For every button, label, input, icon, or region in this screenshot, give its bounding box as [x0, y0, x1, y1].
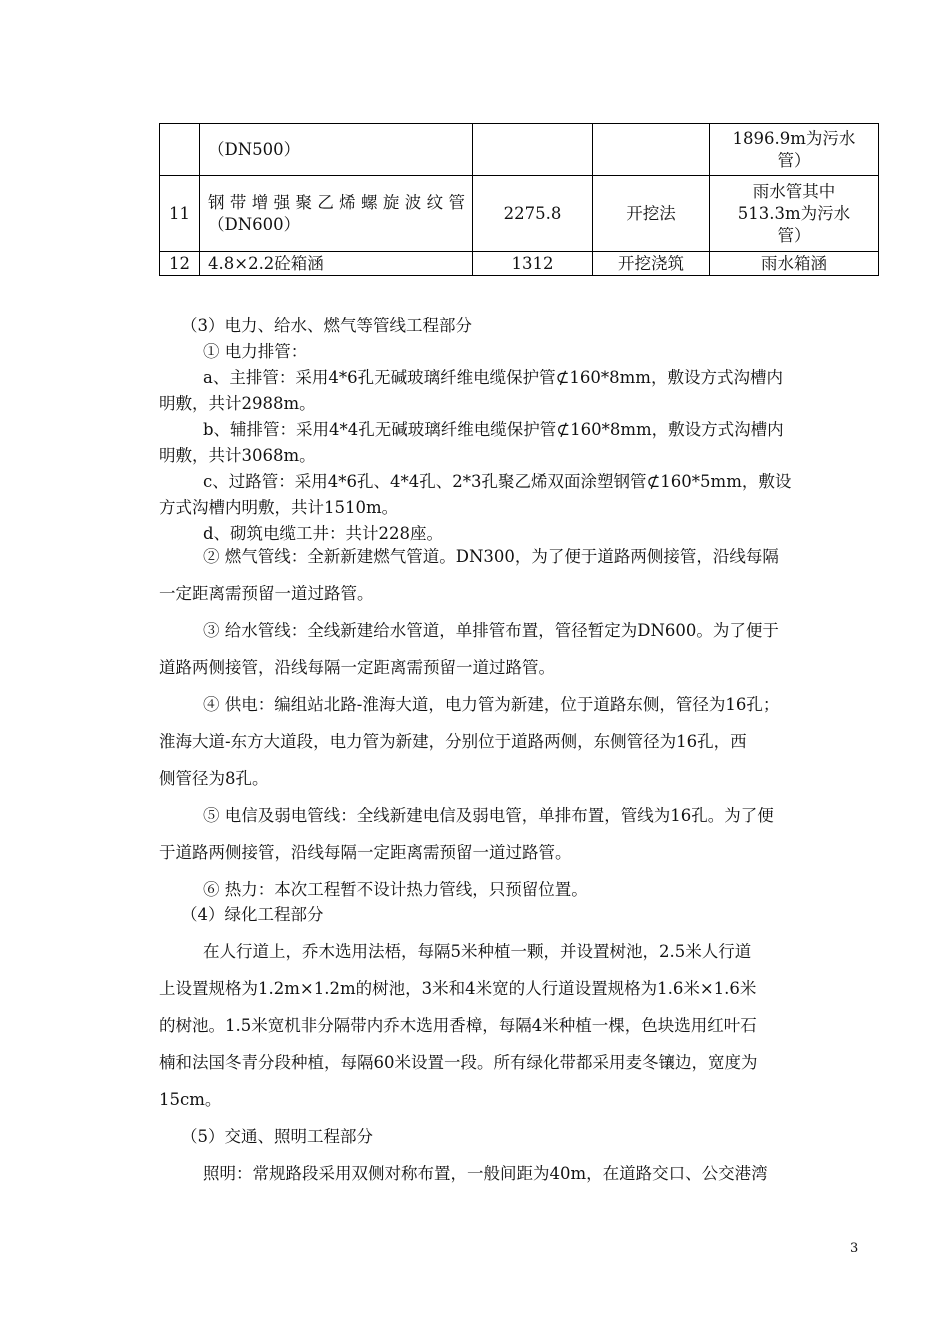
row-number: 12	[160, 252, 200, 276]
paragraph-line: 淮海大道-东方大道段，电力管为新建，分别位于道路两侧，东侧管径为16孔，西	[159, 732, 747, 751]
pipe-name	[200, 124, 473, 176]
paragraph-line: c、过路管：采用4*6孔、4*4孔、2*3孔聚乙烯双面涂塑钢管⊄160*5mm，敷设	[203, 472, 792, 491]
paragraph-line: 道路两侧接管，沿线每隔一定距离需预留一道过路管。	[159, 658, 555, 677]
pipe-length: 1312	[473, 252, 593, 276]
paragraph-line: 在人行道上，乔木选用法梧，每隔5米种植一颗，并设置树池，2.5米人行道	[203, 942, 752, 961]
row-number	[160, 124, 200, 176]
pipe-name	[200, 176, 473, 252]
paragraph-line: 明敷，共计2988m。	[159, 394, 316, 413]
pipe-length	[473, 124, 593, 176]
note-line: 1896.9m为污水	[732, 128, 856, 148]
paragraph-line: 明敷，共计3068m。	[159, 446, 316, 465]
section-heading: （4）绿化工程部分	[181, 905, 324, 924]
construction-method: 开挖浇筑	[593, 252, 710, 276]
note-line: 513.3m为污水	[737, 203, 851, 223]
paragraph-line: 侧管径为8孔。	[159, 769, 269, 788]
table-row	[160, 124, 879, 176]
note-line: 雨水管其中	[752, 181, 836, 201]
section-3-pipelines	[159, 538, 881, 908]
pipe-name	[200, 252, 473, 276]
pipe-note	[710, 124, 879, 176]
note-line: 管）	[777, 150, 811, 170]
pipe-note	[710, 252, 879, 276]
pipe-name-line: （DN500）	[208, 139, 301, 159]
paragraph-line: d、砌筑电缆工井：共计228座。	[203, 524, 444, 543]
table-row	[160, 252, 879, 276]
construction-method: 开挖法	[593, 176, 710, 252]
paragraph-line: ② 燃气管线：全新新建燃气管道。DN300，为了便于道路两侧接管，沿线每隔	[203, 547, 779, 566]
pipe-name-line: 钢带增强聚乙烯螺旋波纹管	[208, 192, 466, 212]
paragraph-line: 方式沟槽内明敷，共计1510m。	[159, 498, 399, 517]
page-number: 3	[850, 1241, 859, 1256]
paragraph-line: 楠和法国冬青分段种植，每隔60米设置一段。所有绿化带都采用麦冬镶边，宽度为	[159, 1053, 758, 1072]
section-heading: （5）交通、照明工程部分	[181, 1127, 373, 1146]
construction-method	[593, 124, 710, 176]
paragraph-line: ⑤ 电信及弱电管线：全线新建电信及弱电管，单排布置，管线为16孔。为了便	[203, 806, 774, 825]
paragraph-line: 于道路两侧接管，沿线每隔一定距离需预留一道过路管。	[159, 843, 572, 862]
note-line: 管）	[777, 225, 811, 245]
pipe-name-line: 4.8×2.2砼箱涵	[208, 253, 324, 273]
section-4-5	[159, 896, 881, 1192]
pipe-length: 2275.8	[473, 176, 593, 252]
paragraph-line: 的树池。1.5米宽机非分隔带内乔木选用香樟，每隔4米种植一棵，色块选用红叶石	[159, 1016, 757, 1035]
subsection-heading: ① 电力排管：	[203, 342, 308, 361]
paragraph-line: 上设置规格为1.2m×1.2m的树池，3米和4米宽的人行道设置规格为1.6米×1.6米	[159, 979, 757, 998]
table-row	[160, 176, 879, 252]
paragraph-line: 15cm。	[159, 1090, 222, 1109]
paragraph-line: ③ 给水管线：全线新建给水管道，单排管布置，管径暂定为DN600。为了便于	[203, 621, 779, 640]
pipe-table	[159, 123, 879, 276]
note-line: 雨水箱涵	[761, 253, 827, 273]
row-number: 11	[160, 176, 200, 252]
paragraph-line: b、辅排管：采用4*4孔无碱玻璃纤维电缆保护管⊄160*8mm，敷设方式沟槽内	[203, 420, 784, 439]
paragraph-line: a、主排管：采用4*6孔无碱玻璃纤维电缆保护管⊄160*8mm，敷设方式沟槽内	[203, 368, 783, 387]
section-3-power	[159, 313, 881, 547]
section-heading: （3）电力、给水、燃气等管线工程部分	[181, 316, 472, 335]
paragraph-line: ⑥ 热力：本次工程暂不设计热力管线，只预留位置。	[203, 880, 588, 899]
pipe-name-line: （DN600）	[208, 214, 301, 234]
paragraph-line: 照明：常规路段采用双侧对称布置，一般间距为40m，在道路交口、公交港湾	[203, 1164, 768, 1183]
pipe-note	[710, 176, 879, 252]
paragraph-line: 一定距离需预留一道过路管。	[159, 584, 374, 603]
paragraph-line: ④ 供电：编组站北路-淮海大道，电力管为新建，位于道路东侧，管径为16孔；	[203, 695, 780, 714]
